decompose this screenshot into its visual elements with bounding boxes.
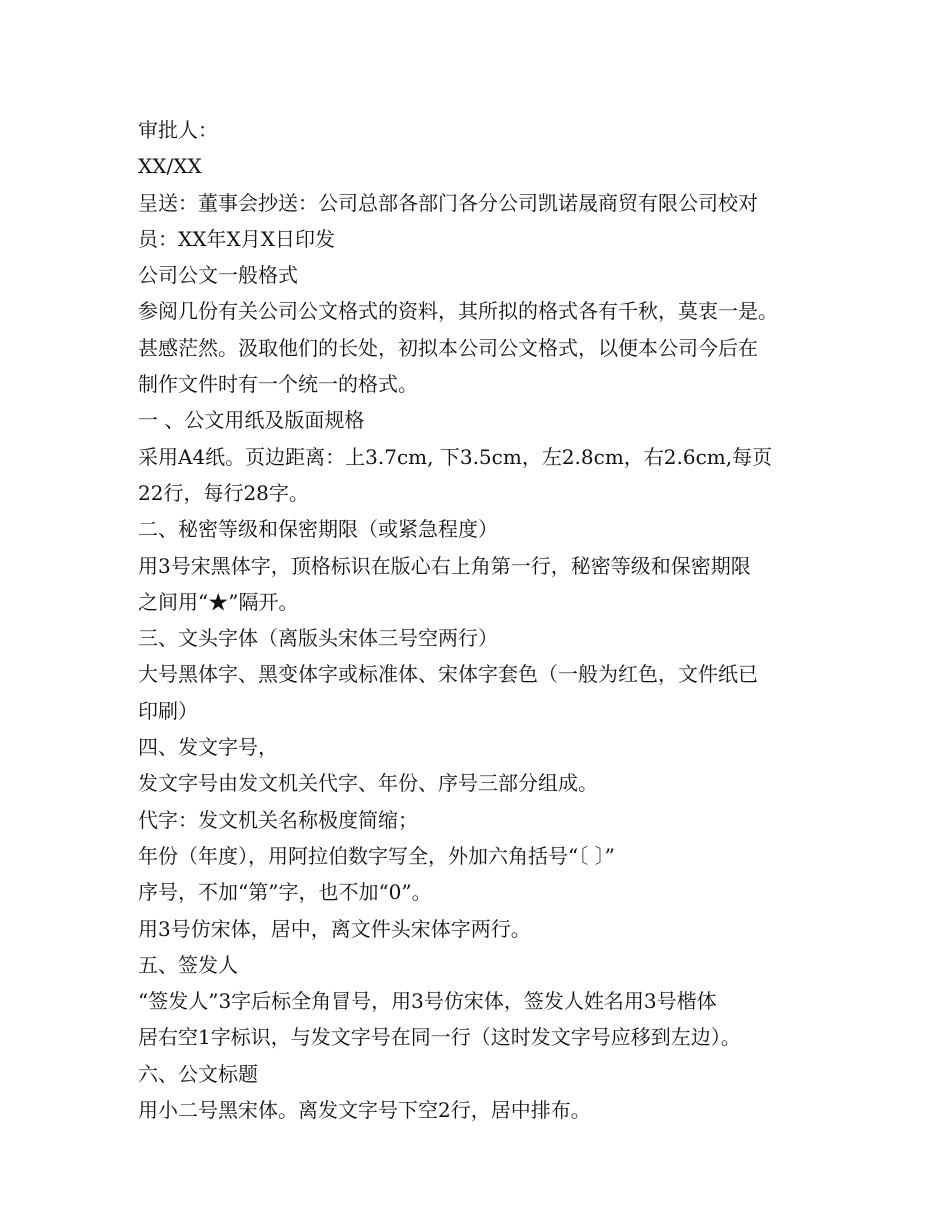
paragraph-line: 代字：发文机关名称极度简缩； <box>138 807 418 832</box>
paragraph-line: 用3号仿宋体，居中，离文件头宋体字两行。 <box>138 916 531 941</box>
paragraph-line: 序号，不加“第”字，也不加“0”。 <box>138 880 432 905</box>
approver-value: XX/XX <box>138 154 202 179</box>
paragraph-line: 制作文件时有一个统一的格式。 <box>138 372 418 397</box>
heading-paper-layout: 一 、公文用纸及版面规格 <box>138 408 365 433</box>
paragraph-line: 甚感茫然。汲取他们的长处，初拟本公司公文格式，以便本公司今后在 <box>138 335 758 360</box>
distribution-line: 呈送：董事会抄送：公司总部各部门各分公司凯诺晟商贸有限公司校对 <box>138 190 758 215</box>
paragraph-line: 之间用“★”隔开。 <box>138 589 299 614</box>
paragraph-line: 用小二号黑宋体。离发文字号下空2行，居中排布。 <box>138 1098 591 1123</box>
paragraph-line: 居右空1字标识，与发文字号在同一行（这时发文字号应移到左边）。 <box>138 1025 741 1050</box>
paragraph-line: 参阅几份有关公司公文格式的资料，其所拟的格式各有千秋，莫衷一是。 <box>138 299 778 324</box>
paragraph-line: 年份（年度），用阿拉伯数字写全，外加六角括号“〔 〕” <box>138 843 615 868</box>
paragraph-line: “签发人”3字后标全角冒号，用3号仿宋体，签发人姓名用3号楷体 <box>138 989 717 1014</box>
approver-label: 审批人： <box>138 118 218 142</box>
paragraph-line: 用3号宋黑体字，顶格标识在版心右上角第一行，秘密等级和保密期限 <box>138 553 751 578</box>
heading-document-number: 四、发文字号， <box>138 735 278 760</box>
paragraph-line: 发文字号由发文机关代字、年份、序号三部分组成。 <box>138 771 598 796</box>
document-body <box>138 112 828 1128</box>
heading-signer: 五、签发人 <box>138 952 238 977</box>
heading-secrecy-level: 二、秘密等级和保密期限（或紧急程度） <box>138 517 498 542</box>
paragraph-line: 采用A4纸。页边距离：上3.7cm, 下3.5cm，左2.8cm，右2.6cm,每页 <box>138 444 773 469</box>
distribution-line-cont: 员：XX年X月X日印发 <box>138 226 335 251</box>
paragraph-line: 大号黑体字、黑变体字或标准体、宋体字套色（一般为红色，文件纸已 <box>138 662 758 687</box>
section-title: 公司公文一般格式 <box>138 263 298 288</box>
paragraph-line: 22行，每行28字。 <box>138 480 309 505</box>
heading-header-font: 三、文头字体（离版头宋体三号空两行） <box>138 626 498 651</box>
paragraph-line: 印刷） <box>138 698 198 723</box>
heading-document-title: 六、公文标题 <box>138 1061 258 1086</box>
